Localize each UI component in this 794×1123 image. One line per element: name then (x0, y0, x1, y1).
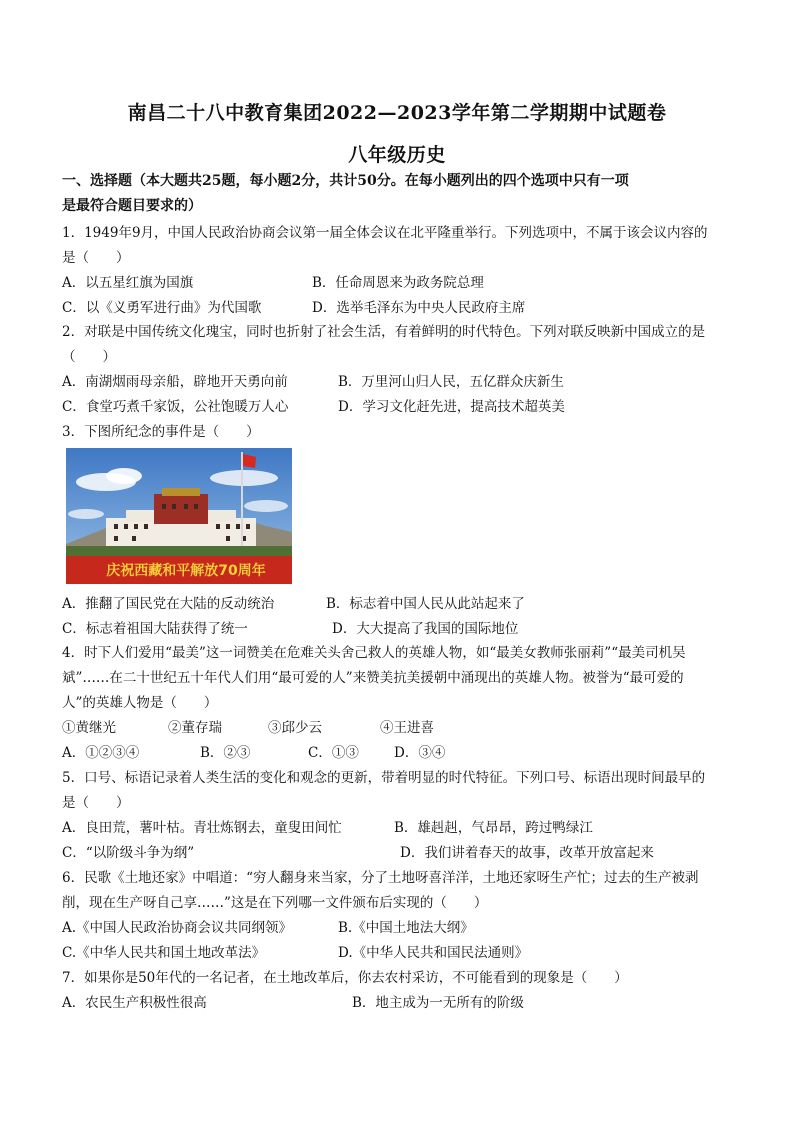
section-heading-line1: 一、选择题（本大题共25题，每小题2分，共计50分。在每小题列出的四个选项中只有一项 (62, 173, 629, 189)
q5-option-a: A．良田荒，薯叶枯。青壮炼钢去，童叟田间忙 (62, 820, 342, 836)
q2-option-d: D．学习文化赶先进，提高技术超英美 (338, 399, 565, 415)
q7-stem: 7．如果你是50年代的一名记者，在土地改革后，你去农村采访，不可能看到的现象是（ ） (62, 970, 628, 986)
q3-option-b: B．标志着中国人民从此站起来了 (326, 596, 525, 612)
q1-stem-line1: 1．1949年9月，中国人民政治协商会议第一届全体会议在北平隆重举行。下列选项中，不属于该会议内容的 (62, 225, 708, 241)
figure-banner-text: 庆祝西藏和平解放70周年 (106, 563, 266, 579)
q1-option-d: D．选举毛泽东为中央人民政府主席 (312, 300, 526, 316)
q4-option-d: D．③④ (394, 745, 446, 761)
section-heading-line2: 是最符合题目要求的） (62, 198, 202, 214)
q3-option-d: D．大大提高了我国的国际地位 (332, 621, 519, 637)
q6-option-b: B.《中国土地法大纲》 (338, 920, 474, 936)
q1-option-c: C．以《义勇军进行曲》为代国歌 (62, 300, 262, 316)
q3-option-c: C．标志着祖国大陆获得了统一 (62, 621, 248, 637)
q5-stem-line1: 5．口号、标语记录着人类生活的变化和观念的更新，带着明显的时代特征。下列口号、标语出现时间最早的 (62, 770, 706, 786)
q6-option-d: D.《中华人民共和国民法通则》 (338, 945, 529, 961)
exam-subtitle: 八年级历史 (348, 144, 446, 166)
exam-title: 南昌二十八中教育集团2022—2023学年第二学期期中试题卷 (127, 102, 667, 124)
q4-item-2: ②董存瑞 (168, 720, 222, 736)
q4-option-c: C．①③ (308, 745, 359, 761)
q3-option-a: A．推翻了国民党在大陆的反动统治 (62, 596, 275, 612)
q2-stem-line1: 2．对联是中国传统文化瑰宝，同时也折射了社会生活，有着鲜明的时代特色。下列对联反映新中国成立的是 (62, 324, 706, 340)
q2-stem-line2: （ ） (62, 349, 116, 365)
q4-item-3: ③邱少云 (268, 720, 322, 736)
q1-option-b: B．任命周恩来为政务院总理 (312, 275, 484, 291)
q2-option-c: C．食堂巧煮千家饭，公社饱暖万人心 (62, 399, 289, 415)
q4-stem-line2: 斌”……在二十世纪五十年代人们用“最可爱的人”来赞美抗美援朝中涌现出的英雄人物。被誉为“最可爱的 (62, 670, 684, 686)
q4-stem-line1: 4．时下人们爱用“最美”这一词赞美在危难关头舍己救人的英雄人物，如“最美女教师张丽莉”“最美司机吴 (62, 645, 686, 661)
q4-option-a: A．①②③④ (62, 745, 140, 761)
q6-stem-line2: 削，现在生产呀自己享……”这是在下列哪一文件颁布后实现的（ ） (62, 895, 488, 911)
q6-option-a: A.《中国人民政治协商会议共同纲领》 (62, 920, 293, 936)
q2-option-a: A．南湖烟雨母亲船，辟地开天勇向前 (62, 374, 288, 390)
q5-option-c: C．“以阶级斗争为纲” (62, 845, 195, 861)
q4-item-1: ①黄继光 (62, 720, 116, 736)
q2-option-b: B．万里河山归人民，五亿群众庆新生 (338, 374, 564, 390)
q3-stem: 3．下图所纪念的事件是（ ） (62, 424, 260, 440)
q6-option-c: C.《中华人民共和国土地改革法》 (62, 945, 266, 961)
q6-stem-line1: 6．民歌《土地还家》中唱道：“穷人翻身来当家，分了土地呀喜洋洋，土地还家呀生产忙；过去的生产被剥 (62, 870, 699, 886)
q5-option-b: B．雄赳赳，气昂昂，跨过鸭绿江 (394, 820, 593, 836)
q5-stem-line2: 是（ ） (62, 795, 130, 811)
q4-item-4: ④王进喜 (380, 720, 434, 736)
q1-option-a: A．以五星红旗为国旗 (62, 275, 194, 291)
q1-stem-line2: 是（ ） (62, 250, 130, 266)
potala-palace-photo (66, 448, 292, 584)
q4-stem-line3: 人”的英雄人物是（ ） (62, 695, 218, 711)
q4-option-b: B．②③ (200, 745, 251, 761)
q5-option-d: D．我们讲着春天的故事，改革开放富起来 (400, 845, 654, 861)
q7-option-a: A．农民生产积极性很高 (62, 995, 207, 1011)
q7-option-b: B．地主成为一无所有的阶级 (352, 995, 524, 1011)
